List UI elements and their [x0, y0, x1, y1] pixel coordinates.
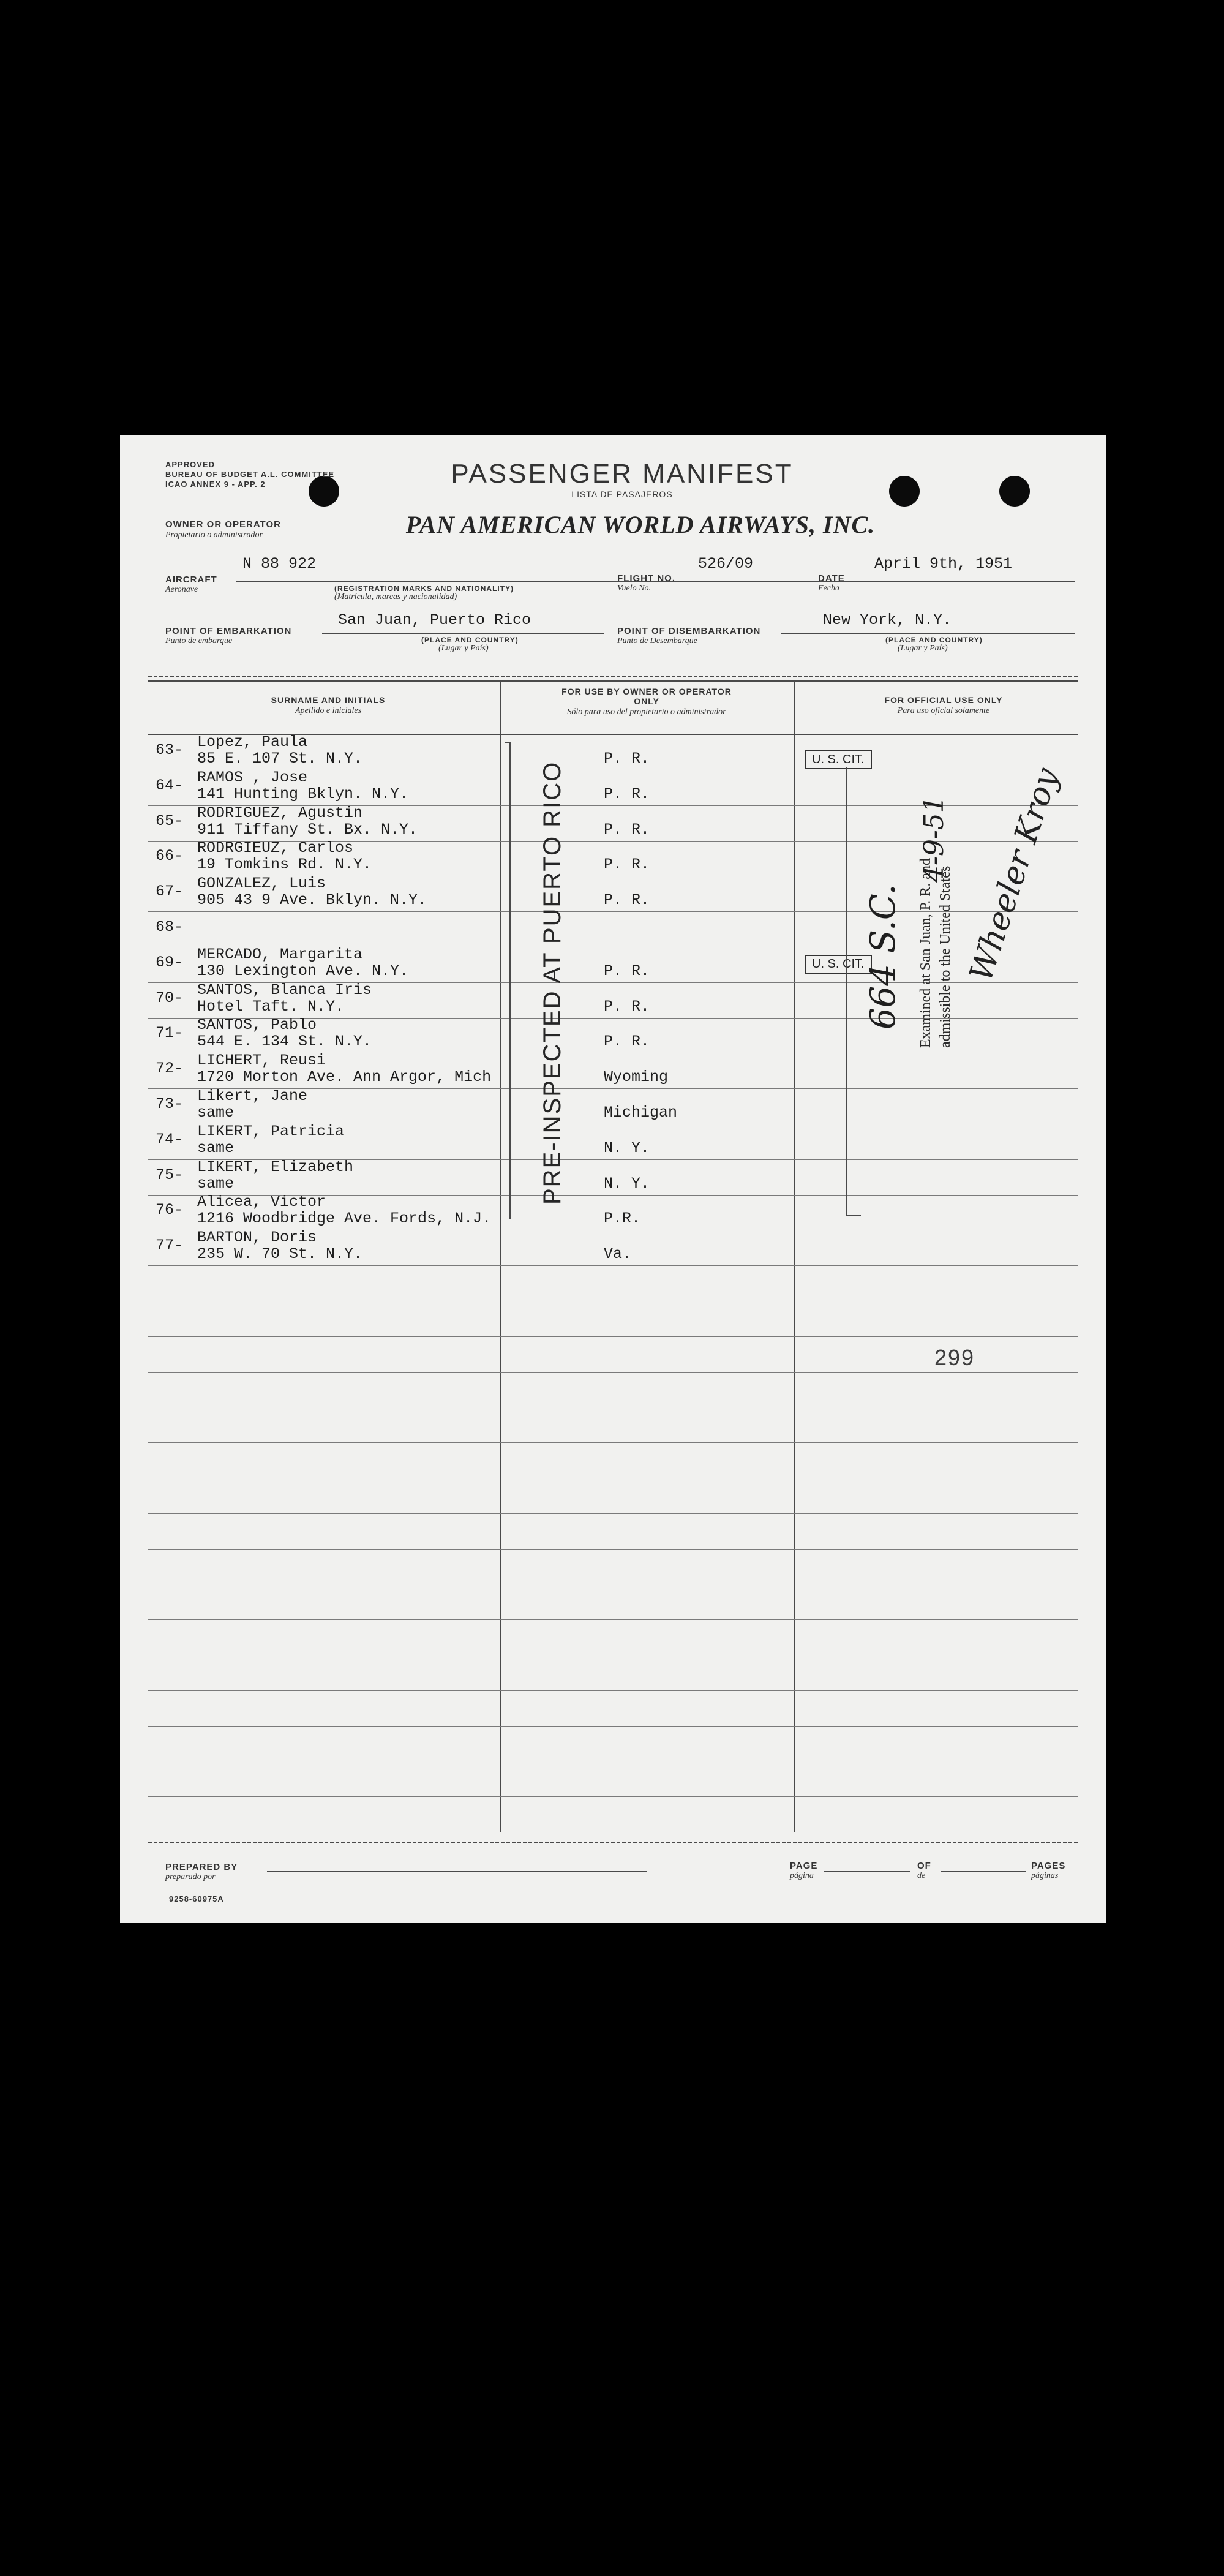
passenger-name: RAMOS , Jose	[197, 768, 308, 786]
passenger-address: 130 Lexington Ave. N.Y.	[197, 962, 409, 980]
aircraft-label-es: Aeronave	[165, 585, 198, 594]
passenger-address: 235 W. 70 St. N.Y.	[197, 1245, 363, 1264]
flight-number: 526/09	[698, 555, 754, 573]
row-number: 63-	[156, 741, 184, 759]
punch-hole	[889, 476, 920, 507]
of-label-es: de	[917, 1871, 926, 1880]
row-number: 68-	[156, 918, 184, 936]
embark-label: POINT OF EMBARKATION	[165, 626, 292, 636]
owner-use-entry: P. R.	[604, 856, 650, 874]
disembark-label: POINT OF DISEMBARKATION	[617, 626, 761, 636]
preinspected-stamp: PRE-INSPECTED AT PUERTO RICO	[539, 761, 566, 1205]
handwritten-number: 664 S.C.	[863, 884, 903, 1030]
aircraft-value: N 88 922	[242, 555, 317, 573]
passenger-address: 85 E. 107 St. N.Y.	[197, 750, 363, 767]
column-header-names: SURNAME AND INITIALS Apellido e iniciales	[271, 695, 386, 715]
row-number: 74-	[156, 1130, 184, 1148]
passenger-name: GONZALEZ, Luis	[197, 875, 326, 893]
row-number: 65-	[156, 812, 184, 830]
ruled-line	[148, 1513, 1078, 1514]
row-number: 76-	[156, 1201, 184, 1219]
passenger-address: same	[197, 1174, 235, 1192]
column-divider	[794, 680, 795, 1832]
owner-use-entry: P.R.	[604, 1210, 641, 1228]
ruled-line	[148, 1796, 1078, 1797]
ruled-line	[148, 1690, 1078, 1691]
date-value: April 9th, 1951	[874, 555, 1013, 573]
flight-label-es: Vuelo No.	[617, 584, 651, 593]
row-number: 67-	[156, 883, 184, 901]
passenger-name: Alicea, Victor	[197, 1193, 326, 1211]
manifest-sheet	[120, 435, 1106, 1923]
passenger-address: same	[197, 1104, 235, 1121]
column-divider	[500, 680, 501, 1832]
embark-label-es: Punto de embarque	[165, 636, 233, 646]
row-number: 66-	[156, 847, 184, 865]
passenger-name: MERCADO, Margarita	[197, 945, 363, 963]
passenger-name: SANTOS, Blanca Iris	[197, 981, 372, 999]
owner-use-entry: P. R.	[604, 1033, 650, 1051]
us-cit-stamp: U. S. CIT.	[805, 750, 872, 769]
ruled-line	[148, 1336, 1078, 1337]
prepared-by-label-es: preparado por	[165, 1872, 216, 1881]
passenger-name: LIKERT, Elizabeth	[197, 1158, 354, 1176]
owner-use-entry: P. R.	[604, 997, 650, 1015]
column-header-owner-use: FOR USE BY OWNER OR OPERATOR ONLY Sólo para uso del propietario o administrador	[561, 687, 732, 717]
aircraft-note: (REGISTRATION MARKS AND NATIONALITY)	[334, 584, 514, 593]
page-label: PAGE	[790, 1861, 818, 1871]
punch-hole	[309, 476, 339, 507]
passenger-name: BARTON, Doris	[197, 1229, 317, 1247]
owner-use-entry: N. Y.	[604, 1139, 650, 1157]
aircraft-label: AIRCRAFT	[165, 574, 217, 585]
passenger-address: 911 Tiffany St. Bx. N.Y.	[197, 820, 418, 838]
page-title: PASSENGER MANIFEST	[451, 459, 794, 489]
embark-note: (PLACE AND COUNTRY)	[421, 636, 519, 644]
page-label-es: página	[790, 1871, 814, 1880]
page-subtitle: LISTA DE PASAJEROS	[571, 489, 673, 499]
row-number: 77-	[156, 1237, 184, 1255]
ruled-line	[148, 1265, 1078, 1266]
row-number: 73-	[156, 1095, 184, 1113]
date-label-es: Fecha	[818, 584, 839, 593]
disembark-note-es: (Lugar y País)	[898, 644, 948, 653]
ruled-line	[148, 1619, 1078, 1620]
handwritten-date: 4-9-51	[918, 796, 950, 883]
column-header-official-use: FOR OFFICIAL USE ONLY Para uso oficial solamente	[884, 695, 1003, 715]
passenger-address: 544 E. 134 St. N.Y.	[197, 1033, 372, 1051]
passenger-name: SANTOS, Pablo	[197, 1016, 317, 1034]
owner-label-es: Propietario o administrador	[165, 530, 263, 540]
of-label: OF	[917, 1861, 931, 1871]
owner-use-entry: P. R.	[604, 891, 650, 910]
owner-use-entry: P. R.	[604, 750, 650, 767]
row-number: 64-	[156, 776, 184, 794]
bracket-line	[846, 767, 847, 1215]
ruled-line	[148, 1372, 1078, 1373]
passenger-address: 19 Tomkins Rd. N.Y.	[197, 856, 372, 874]
passenger-name: Lopez, Paula	[197, 733, 308, 751]
passenger-name: RODRIGUEZ, Agustin	[197, 804, 363, 822]
punch-hole	[999, 476, 1030, 507]
row-number: 75-	[156, 1166, 184, 1184]
row-number: 72-	[156, 1060, 184, 1078]
embark-note-es: (Lugar y País)	[438, 644, 489, 653]
pages-label: PAGES	[1031, 1861, 1066, 1871]
ruled-line	[148, 1549, 1078, 1550]
owner-use-entry: Michigan	[604, 1104, 678, 1121]
ruled-line	[148, 1726, 1078, 1727]
flight-label: FLIGHT NO.	[617, 573, 675, 584]
passenger-address: 1720 Morton Ave. Ann Argor, Mich	[197, 1068, 492, 1087]
owner-use-entry: Va.	[604, 1245, 632, 1264]
passenger-address: same	[197, 1139, 235, 1157]
row-number: 69-	[156, 953, 184, 971]
owner-use-entry: N. Y.	[604, 1174, 650, 1192]
prepared-by-label: PREPARED BY	[165, 1862, 238, 1872]
passenger-address: Hotel Taft. N.Y.	[197, 997, 345, 1015]
us-cit-stamp: U. S. CIT.	[805, 955, 872, 974]
passenger-address: 1216 Woodbridge Ave. Fords, N.J.	[197, 1210, 492, 1228]
row-number: 70-	[156, 989, 184, 1007]
passenger-name: RODRGIEUZ, Carlos	[197, 839, 354, 857]
page-stamp-number: 299	[934, 1345, 975, 1370]
passenger-name: Likert, Jane	[197, 1087, 308, 1105]
disembark-note: (PLACE AND COUNTRY)	[885, 636, 983, 644]
form-code: 9258-60975A	[169, 1894, 224, 1904]
passenger-name: LIKERT, Patricia	[197, 1122, 345, 1140]
owner-use-entry: P. R.	[604, 962, 650, 980]
pages-label-es: páginas	[1031, 1871, 1059, 1880]
disembark-label-es: Punto de Desembarque	[617, 636, 697, 646]
company-name: PAN AMERICAN WORLD AIRWAYS, INC.	[405, 511, 876, 538]
owner-use-entry: P. R.	[604, 785, 650, 803]
inspector-signature: Wheeler Kroy	[963, 764, 1066, 986]
passenger-name: LICHERT, Reusi	[197, 1052, 326, 1070]
passenger-address: 905 43 9 Ave. Bklyn. N.Y.	[197, 891, 427, 910]
aircraft-note-es: (Matrícula, marcas y nacionalidad)	[334, 592, 457, 601]
examined-stamp: Examined at San Juan, P. R. and admissible to the United States	[918, 858, 953, 1048]
embark-value: San Juan, Puerto Rico	[338, 611, 531, 629]
icao-reference: ICAO ANNEX 9 - APP. 2	[165, 480, 266, 489]
ruled-line	[148, 1442, 1078, 1443]
approved-by: BUREAU OF BUDGET A.L. COMMITTEE	[165, 470, 335, 479]
owner-use-entry: P. R.	[604, 820, 650, 838]
owner-use-entry: Wyoming	[604, 1068, 669, 1087]
owner-label: OWNER OR OPERATOR	[165, 519, 281, 530]
passenger-address: 141 Hunting Bklyn. N.Y.	[197, 785, 409, 803]
approved-label: APPROVED	[165, 460, 215, 469]
row-number: 71-	[156, 1024, 184, 1042]
disembark-value: New York, N.Y.	[823, 611, 952, 629]
date-label: DATE	[818, 573, 845, 584]
